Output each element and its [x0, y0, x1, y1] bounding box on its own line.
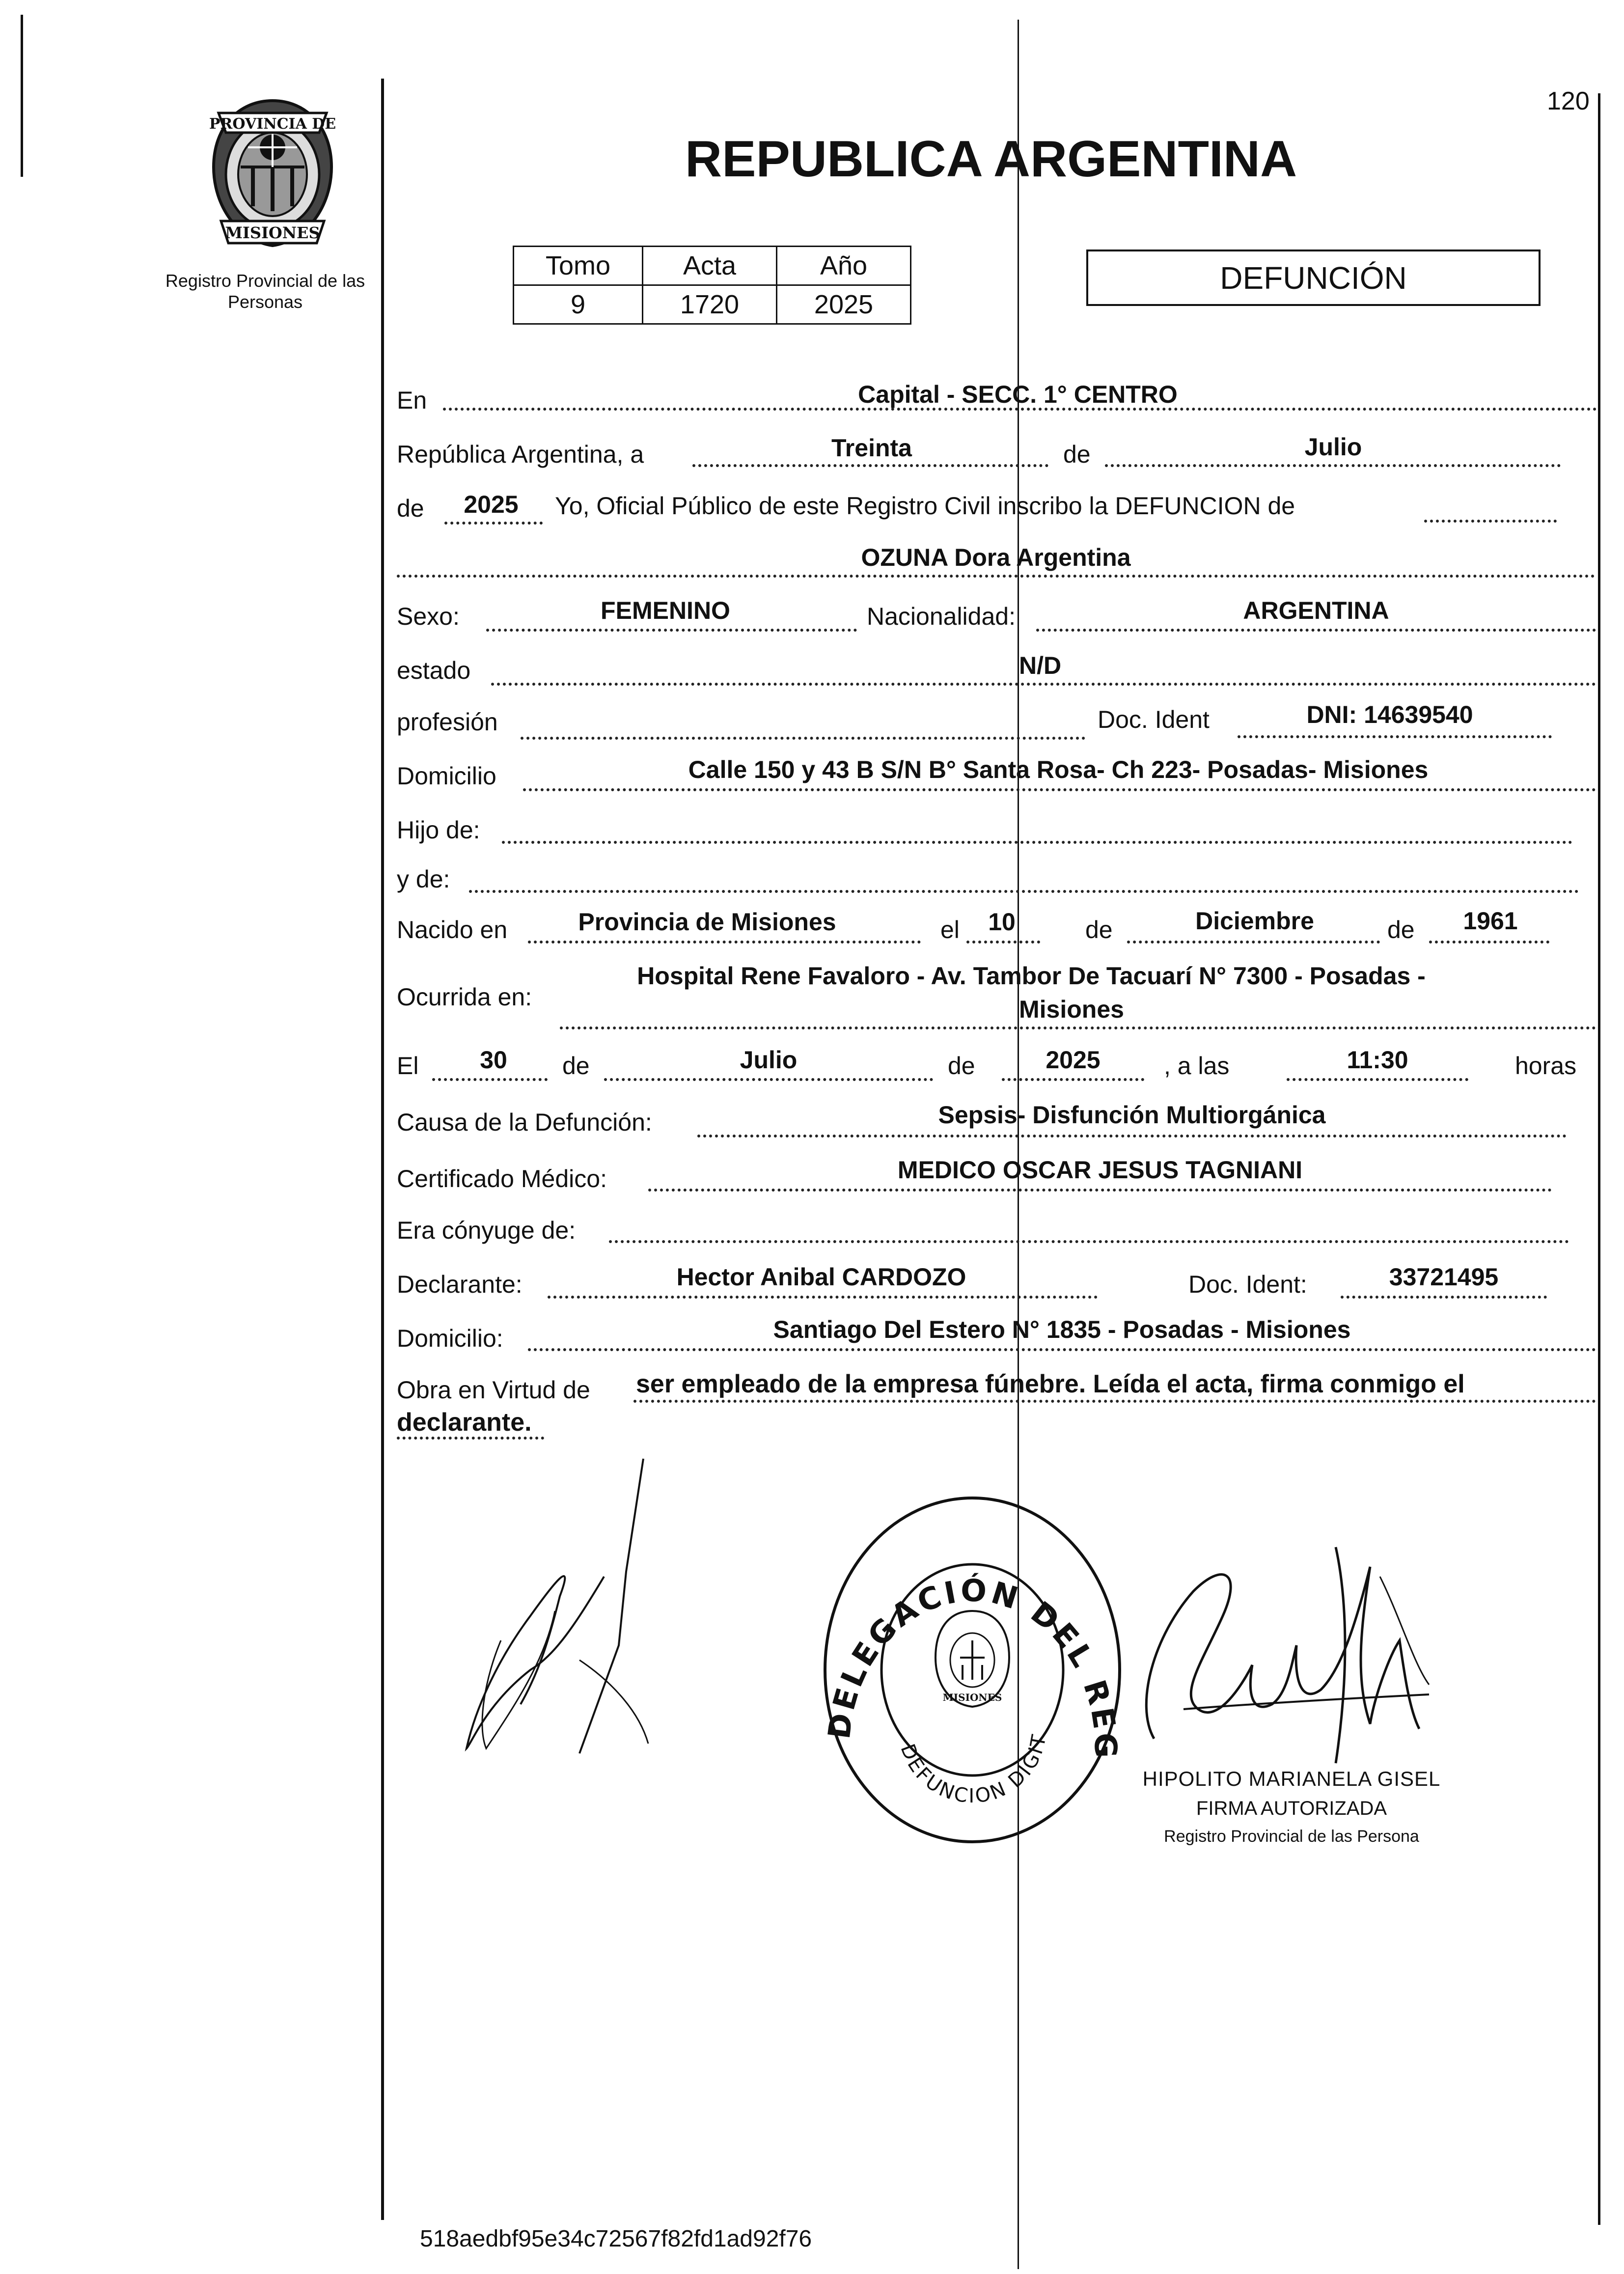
logo-bottom-text: MISIONES	[225, 223, 320, 242]
tomo-value: 9	[514, 285, 643, 324]
birth-de1-label: de	[1085, 916, 1113, 943]
month: Julio	[1304, 433, 1362, 461]
anio-header: Año	[777, 247, 911, 285]
left-margin-line	[21, 15, 23, 177]
estado-value: N/D	[1019, 652, 1062, 679]
logo-top-text: PROVINCIA DE	[209, 115, 336, 133]
alas-label: , a las	[1164, 1052, 1230, 1080]
day-text: Treinta	[831, 434, 912, 462]
declarante-label: Declarante:	[397, 1271, 523, 1298]
record-table	[513, 246, 911, 325]
page-number: 120	[1547, 87, 1590, 115]
domicilio-value: Calle 150 y 43 B S/N B° Santa Rosa- Ch 223- Posadas- Misiones	[688, 756, 1429, 783]
causa-dots	[697, 1135, 1567, 1137]
death-de2-label: de	[948, 1052, 975, 1080]
nacionalidad-label: Nacionalidad:	[867, 603, 1016, 630]
horas-label: horas	[1515, 1052, 1577, 1080]
birth-day: 10	[988, 908, 1016, 936]
declarante-value: Hector Anibal CARDOZO	[676, 1263, 966, 1291]
domicilio2-dots	[528, 1348, 1596, 1351]
causa-label: Causa de la Defunción:	[397, 1109, 652, 1136]
death-year-dots	[1002, 1078, 1144, 1081]
ocurrida-label: Ocurrida en:	[397, 983, 532, 1011]
sexo-dots	[486, 629, 857, 632]
hijo-dots	[502, 841, 1572, 844]
birth-de2-label: de	[1387, 916, 1415, 943]
nacido-value: Provincia de Misiones	[578, 908, 836, 936]
profesion-label: profesión	[397, 708, 498, 736]
tomo-header: Tomo	[514, 247, 643, 285]
document-hash: 518aedbf95e34c72567f82fd1ad92f76	[420, 2226, 812, 2252]
obra-value-line2: declarante.	[397, 1408, 532, 1437]
y-de-label: y de:	[397, 865, 450, 893]
certificado-dots	[648, 1189, 1552, 1192]
birth-month-dots	[1127, 941, 1380, 943]
acta-header: Acta	[643, 247, 777, 285]
domicilio2-label: Domicilio:	[397, 1325, 503, 1352]
profesion-dots	[521, 737, 1085, 740]
inscribo-dots	[1424, 520, 1557, 523]
nacido-dots	[528, 941, 921, 943]
ocurrida-dots	[560, 1026, 1596, 1029]
death-time-dots	[1287, 1078, 1468, 1081]
registry-seal	[820, 1493, 1125, 1847]
birth-year-dots	[1429, 941, 1549, 943]
anio-value: 2025	[777, 285, 911, 324]
sexo-value: FEMENINO	[601, 597, 730, 624]
official-signature	[1125, 1518, 1439, 1773]
birth-month: Diciembre	[1195, 907, 1314, 935]
death-month-dots	[604, 1078, 933, 1081]
en-dots	[443, 408, 1597, 411]
en-value: Capital - SECC. 1° CENTRO	[858, 381, 1178, 408]
conyuge-label: Era cónyuge de:	[397, 1217, 576, 1244]
declarante-doc-dots	[1341, 1296, 1547, 1299]
form-right-border	[1598, 93, 1600, 2225]
domicilio-dots	[523, 788, 1596, 791]
certificado-label: Certificado Médico:	[397, 1165, 607, 1192]
death-day: 30	[480, 1046, 507, 1074]
form-left-border	[381, 79, 384, 2220]
ocurrida-line2: Misiones	[1019, 996, 1124, 1023]
signature-org: Registro Provincial de las Persona	[1164, 1827, 1419, 1846]
obra-dots-2	[397, 1437, 544, 1440]
year: 2025	[464, 491, 519, 518]
country-title: REPUBLICA ARGENTINA	[685, 131, 1297, 188]
sexo-label: Sexo:	[397, 603, 460, 630]
registry-name: Registro Provincial de las Personas	[165, 271, 365, 312]
death-day-dots	[432, 1078, 548, 1081]
acta-value: 1720	[643, 285, 777, 324]
domicilio2-value: Santiago Del Estero N° 1835 - Posadas - Misiones	[773, 1316, 1351, 1343]
obra-label: Obra en Virtud de	[397, 1376, 590, 1404]
estado-label: estado	[397, 657, 471, 684]
nacionalidad-dots	[1036, 629, 1596, 632]
province-logo	[194, 93, 351, 255]
inscribo-text: Yo, Oficial Público de este Registro Civil inscribo la DEFUNCION de	[555, 492, 1295, 520]
domicilio-label: Domicilio	[397, 762, 496, 790]
declarante-doc-value: 33721495	[1389, 1263, 1499, 1291]
el-label: el	[940, 916, 960, 943]
death-month: Julio	[740, 1046, 798, 1074]
el2-label: El	[397, 1052, 419, 1080]
de-label: de	[1063, 441, 1091, 468]
hijo-label: Hijo de:	[397, 816, 480, 844]
death-year: 2025	[1046, 1046, 1101, 1074]
conyuge-dots	[609, 1240, 1569, 1243]
birth-day-dots	[966, 941, 1040, 943]
certificado-value: MEDICO OSCAR JESUS TAGNIANI	[897, 1156, 1303, 1184]
name-dots	[397, 575, 1595, 578]
obra-dots-1	[633, 1400, 1596, 1403]
doc-dots	[1238, 735, 1552, 738]
deceased-name: OZUNA Dora Argentina	[861, 544, 1131, 571]
causa-value: Sepsis- Disfunción Multiorgánica	[938, 1101, 1326, 1129]
seal-logo-text: MISIONES	[942, 1692, 1002, 1703]
birth-year: 1961	[1463, 907, 1518, 935]
death-de1-label: de	[562, 1052, 590, 1080]
scan-fold-line	[1018, 20, 1019, 2269]
signature-name: HIPOLITO MARIANELA GISEL	[1142, 1767, 1441, 1790]
declarant-signature	[457, 1449, 653, 1758]
year-dots	[444, 522, 543, 525]
en-label: En	[397, 387, 427, 414]
year-label: de	[397, 495, 424, 522]
seal-outer-text: DELEGACIÓN DEL REG	[821, 1572, 1124, 1761]
y-de-dots	[469, 890, 1579, 893]
day-dots	[692, 464, 1048, 467]
nacido-label: Nacido en	[397, 916, 508, 943]
republica-label: República Argentina, a	[397, 441, 644, 468]
death-time: 11:30	[1347, 1046, 1408, 1074]
seal-inner-text: DEFUNCION DIGIT	[896, 1733, 1051, 1808]
signature-role: FIRMA AUTORIZADA	[1196, 1798, 1387, 1819]
month-dots	[1105, 464, 1561, 467]
doc-label: Doc. Ident	[1098, 706, 1210, 733]
obra-value-line1: ser empleado de la empresa fúnebre. Leída el acta, firma conmigo el	[636, 1370, 1465, 1398]
nacionalidad-value: ARGENTINA	[1243, 597, 1389, 624]
ocurrida-line1: Hospital Rene Favaloro - Av. Tambor De Tacuarí N° 7300 - Posadas -	[637, 962, 1426, 990]
estado-dots	[491, 683, 1596, 686]
declarante-dots	[548, 1296, 1098, 1299]
doc-value: DNI: 14639540	[1306, 701, 1473, 728]
record-type-box: DEFUNCIÓN	[1086, 250, 1541, 306]
declarante-doc-label: Doc. Ident:	[1188, 1271, 1307, 1298]
